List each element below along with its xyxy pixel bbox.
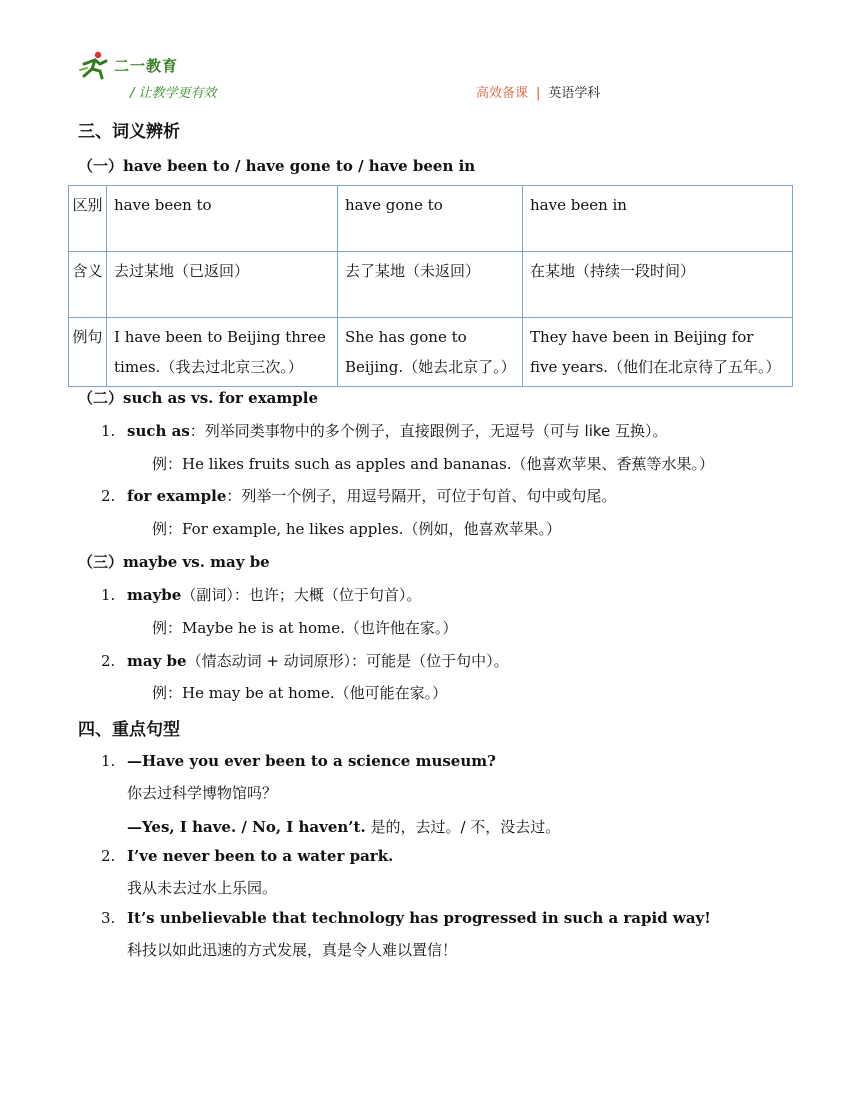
item-number: 3.	[101, 909, 116, 927]
table-cell: have been to	[107, 186, 338, 252]
reply-en: —Yes, I have. / No, I haven’t.	[127, 818, 366, 836]
sentence-cn: 我从未去过水上乐园。	[127, 879, 278, 897]
item-number: 1.	[101, 752, 116, 770]
item-term: such as	[127, 422, 190, 440]
item-term: may be	[127, 652, 187, 670]
table-cell: 去了某地（未返回）	[338, 252, 523, 318]
header-label-prep: 高效备课	[476, 86, 529, 101]
table-row	[69, 318, 793, 387]
item-number: 2.	[101, 847, 116, 865]
table-cell: She has gone to Beijing.（她去北京了。）	[338, 318, 523, 387]
row-header: 区别	[69, 186, 107, 252]
table-cell: They have been in Beijing for five years.（他们在北京待了五年。）	[523, 318, 793, 387]
sentence-en: It’s unbelievable that technology has progressed in such a rapid way!	[127, 909, 711, 927]
item-desc: ：列举同类事物中的多个例子，直接跟例子，无逗号（可与 like 互换）。	[189, 422, 668, 440]
list-item	[101, 485, 616, 506]
comparison-table	[68, 185, 793, 387]
example-line: 例：For example, he likes apples.（例如，他喜欢苹果。）	[152, 520, 561, 538]
table-cell: 在某地（持续一段时间）	[523, 252, 793, 318]
item-number: 1.	[101, 586, 116, 604]
item-term: for example	[127, 487, 227, 505]
sentence-cn: 科技以如此迅速的方式发展，真是令人难以置信！	[127, 941, 458, 959]
subsection-title-3: （三）maybe vs. may be	[78, 553, 270, 571]
table-row	[69, 186, 793, 252]
table-cell: I have been to Beijing three times.（我去过北京三次。）	[107, 318, 338, 387]
logo	[78, 50, 208, 80]
header-label-subject: 英语学科	[548, 86, 601, 101]
row-header: 含义	[69, 252, 107, 318]
list-item	[101, 752, 496, 770]
sentence-en: I’ve never been to a water park.	[127, 847, 394, 865]
page-header	[78, 50, 778, 102]
sentence-en: —Have you ever been to a science museum?	[127, 752, 496, 770]
section-title-key-sentences: 四、重点句型	[78, 720, 180, 740]
row-header: 例句	[69, 318, 107, 387]
item-number: 2.	[101, 652, 116, 670]
slogan: / 让教学更有效	[130, 86, 217, 101]
list-item	[101, 584, 421, 605]
sentence-cn: 你去过科学博物馆吗？	[127, 784, 278, 802]
list-item	[101, 847, 393, 865]
example-line: 例：He may be at home.（他可能在家。）	[152, 684, 448, 702]
item-desc: ：列举一个例子，用逗号隔开，可位于句首、句中或句尾。	[226, 487, 617, 505]
list-item	[101, 909, 711, 927]
reply-line	[127, 816, 560, 837]
list-item	[101, 650, 509, 671]
item-term: maybe	[127, 586, 182, 604]
table-cell: 去过某地（已返回）	[107, 252, 338, 318]
item-desc: （副词）：也许；大概（位于句首）。	[181, 586, 422, 604]
reply-cn: 是的，去过。/ 不，没去过。	[365, 818, 561, 836]
subsection-title-1: （一）have been to / have gone to / have been in	[78, 157, 476, 175]
runner-logo-icon	[78, 50, 114, 80]
item-number: 2.	[101, 487, 116, 505]
table-cell: have been in	[523, 186, 793, 252]
subsection-title-2: （二）such as vs. for example	[78, 389, 318, 407]
table-cell: have gone to	[338, 186, 523, 252]
header-subject	[476, 82, 600, 101]
header-divider: |	[536, 86, 541, 101]
item-number: 1.	[101, 422, 116, 440]
example-line: 例：He likes fruits such as apples and bananas.（他喜欢苹果、香蕉等水果。）	[152, 455, 715, 473]
list-item	[101, 420, 668, 441]
item-desc: （情态动词 + 动词原形）：可能是（位于句中）。	[186, 652, 509, 670]
example-line: 例：Maybe he is at home.（也许他在家。）	[152, 619, 458, 637]
section-title-word-analysis: 三、词义辨析	[78, 122, 180, 142]
table-row	[69, 252, 793, 318]
logo-text: 二一教育	[114, 57, 179, 75]
